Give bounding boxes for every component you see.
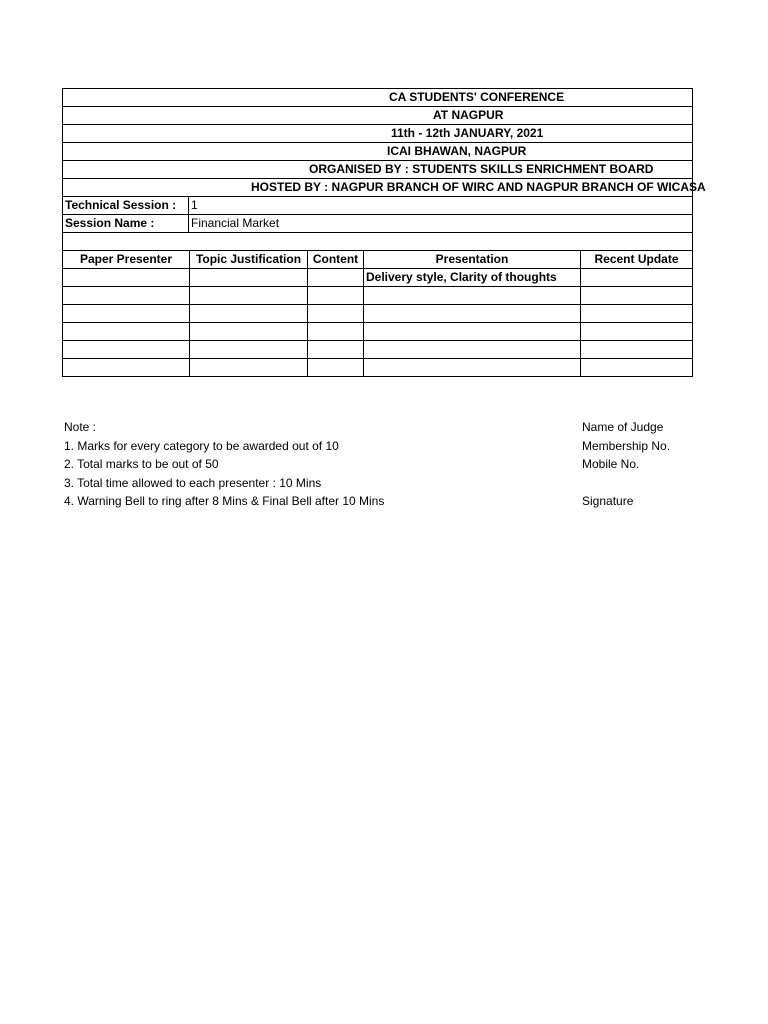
table-cell bbox=[308, 287, 364, 305]
spacer-row bbox=[63, 233, 693, 251]
table-cell bbox=[308, 269, 364, 287]
table-cell bbox=[581, 341, 693, 359]
column-header-content: Content bbox=[308, 251, 364, 269]
table-cell bbox=[581, 323, 693, 341]
score-sheet bbox=[62, 88, 706, 377]
table-row bbox=[63, 341, 693, 359]
technical-session-row bbox=[63, 197, 693, 215]
header-row-location bbox=[63, 107, 693, 125]
conference-host: HOSTED BY : NAGPUR BRANCH OF WIRC AND NAGPUR BRANCH OF WICASA bbox=[251, 180, 706, 194]
table-cell bbox=[190, 269, 308, 287]
table-cell bbox=[63, 287, 190, 305]
table-cell bbox=[364, 287, 581, 305]
session-name-row bbox=[63, 215, 693, 233]
scoring-table bbox=[62, 250, 693, 377]
notes-section bbox=[64, 418, 384, 511]
judge-membership-label: Membership No. bbox=[582, 438, 671, 453]
table-row bbox=[63, 305, 693, 323]
table-cell bbox=[63, 341, 190, 359]
table-row bbox=[63, 269, 693, 287]
table-cell bbox=[308, 359, 364, 377]
header-row-host bbox=[63, 179, 693, 197]
table-cell bbox=[63, 305, 190, 323]
column-header-paper-presenter: Paper Presenter bbox=[63, 251, 190, 269]
header-row-venue bbox=[63, 143, 693, 161]
table-cell bbox=[308, 323, 364, 341]
table-cell bbox=[190, 359, 308, 377]
header-row-organiser bbox=[63, 161, 693, 179]
column-header-topic-justification: Topic Justification bbox=[190, 251, 308, 269]
table-cell bbox=[190, 323, 308, 341]
table-cell bbox=[308, 341, 364, 359]
table-cell bbox=[63, 323, 190, 341]
notes-heading: Note : bbox=[64, 420, 97, 434]
table-cell bbox=[581, 287, 693, 305]
judge-signature-label: Signature bbox=[582, 494, 634, 508]
session-name-value: Financial Market bbox=[189, 215, 693, 233]
table-cell bbox=[63, 359, 190, 377]
table-cell bbox=[581, 305, 693, 323]
header-row-dates bbox=[63, 125, 693, 143]
column-header-recent-update: Recent Update bbox=[581, 251, 693, 269]
note-item: 4. Warning Bell to ring after 8 Mins & Final Bell after 10 Mins bbox=[64, 494, 385, 508]
table-cell bbox=[190, 341, 308, 359]
judge-name-label: Name of Judge bbox=[582, 420, 664, 434]
table-cell bbox=[190, 305, 308, 323]
table-cell bbox=[581, 359, 693, 377]
conference-title: CA STUDENTS' CONFERENCE bbox=[389, 90, 565, 104]
header-row-title bbox=[63, 89, 693, 107]
conference-header-table bbox=[62, 88, 706, 250]
technical-session-value: 1 bbox=[189, 197, 693, 215]
note-item: 1. Marks for every category to be awarded out of 10 bbox=[64, 438, 339, 453]
column-header-presentation: Presentation bbox=[364, 251, 581, 269]
table-cell bbox=[364, 359, 581, 377]
table-cell bbox=[190, 287, 308, 305]
scoring-header-row bbox=[63, 251, 693, 269]
note-item: 2. Total marks to be out of 50 bbox=[64, 457, 219, 471]
table-row bbox=[63, 287, 693, 305]
judge-mobile-label: Mobile No. bbox=[582, 457, 640, 471]
judge-details bbox=[582, 418, 670, 511]
conference-venue: ICAI BHAWAN, NAGPUR bbox=[387, 144, 527, 158]
table-row bbox=[63, 323, 693, 341]
conference-location: AT NAGPUR bbox=[433, 108, 504, 122]
table-cell bbox=[364, 305, 581, 323]
table-cell bbox=[308, 305, 364, 323]
table-cell bbox=[364, 341, 581, 359]
session-name-label: Session Name : bbox=[63, 215, 189, 233]
note-item: 3. Total time allowed to each presenter : 10 Mins bbox=[64, 475, 322, 490]
technical-session-label: Technical Session : bbox=[63, 197, 189, 215]
table-cell bbox=[364, 323, 581, 341]
presentation-criteria-note: Delivery style, Clarity of thoughts bbox=[364, 269, 581, 287]
table-cell bbox=[581, 269, 693, 287]
table-cell bbox=[63, 269, 190, 287]
conference-organiser: ORGANISED BY : STUDENTS SKILLS ENRICHMENT BOARD bbox=[309, 162, 654, 176]
conference-dates: 11th - 12th JANUARY, 2021 bbox=[391, 126, 544, 140]
judge-blank-line bbox=[582, 474, 670, 493]
table-row bbox=[63, 359, 693, 377]
